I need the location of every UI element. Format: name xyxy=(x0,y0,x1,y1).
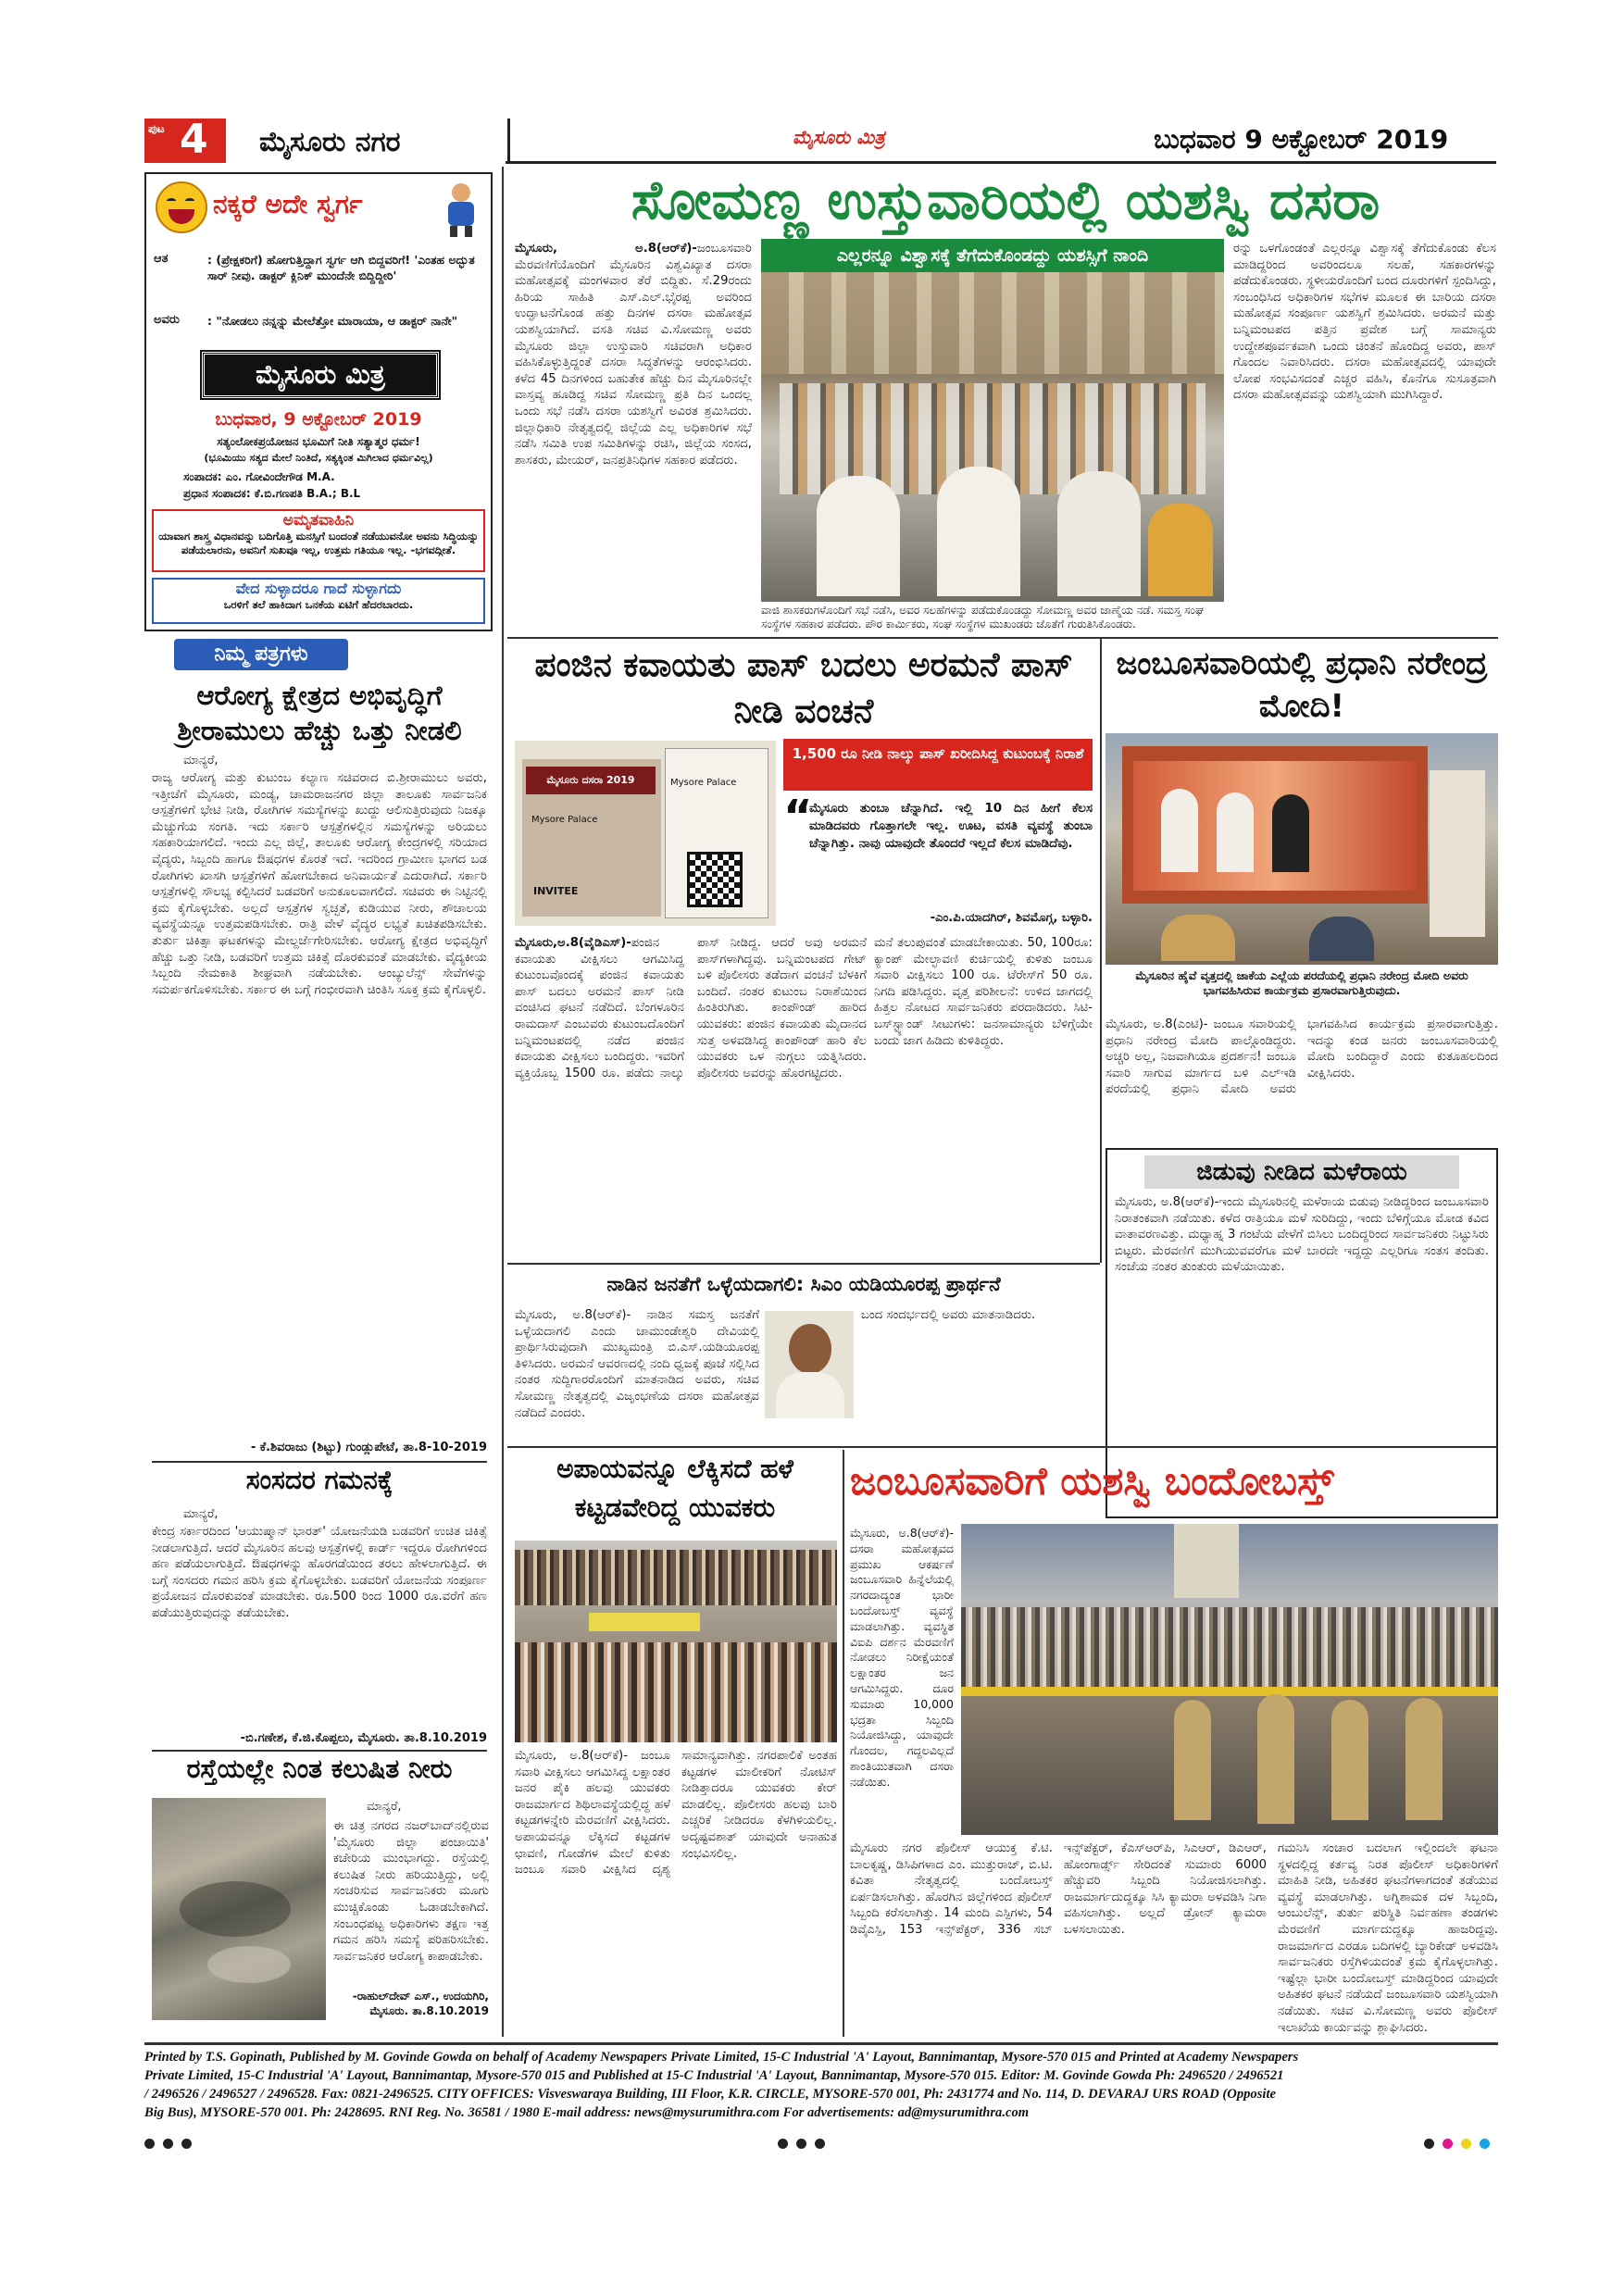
imprint-line-4: Big Bus), MYSORE-570 001. Ph: 2428695. RNI Reg. No. 36581 / 1980 E-mail address: news@mysurumithra.com For advertisements: ad@mysurumithra.com xyxy=(144,2105,1030,2120)
risk-headline: ಅಪಾಯವನ್ನೂ ಲೆಕ್ಕಿಸದೆ ಹಳೆ ಕಟ್ಟಡವೇರಿದ್ದ ಯುವಕರು xyxy=(556,1454,793,1523)
amruta-title: ಅಮೃತವಾಹಿನಿ xyxy=(282,511,355,530)
page-number: 4 xyxy=(180,116,208,163)
ticket1-invitee: INVITEE xyxy=(533,885,579,897)
pass-quote-byline: -ಎಂ.ಪಿ.ಯಾದಗಿರ್, ಶಿವಮೊಗ್ಗ, ಬಳ್ಳಾರಿ. xyxy=(930,911,1093,925)
veda-text: ಒರಳಿಗೆ ತಲೆ ಹಾಕಿದಾಗ ಒನಕೆಯ ಏಟಿಗೆ ಹೆದರಬಾರದು. xyxy=(223,598,414,611)
cm-portrait-photo xyxy=(765,1311,854,1418)
cm-body-2: ಬಂದ ಸಂದರ್ಭದಲ್ಲಿ ಅವರು ಮಾತನಾಡಿದರು. xyxy=(861,1308,1036,1322)
qr-code-icon xyxy=(687,852,743,907)
shop-sign xyxy=(589,1613,700,1631)
letter2-body: ಕೇಂದ್ರ ಸರ್ಕಾರದಿಂದ 'ಆಯುಷ್ಮಾನ್ ಭಾರತ್' ಯೋಜನೆಯಡಿ ಬಡವರಿಗೆ ಉಚಿತ ಚಿಕಿತ್ಸೆ ನೀಡಲಾಗುತ್ತಿದೆ. ಆದರೆ ಮೈಸೂರಿನ ಹಲವು ಆಸ್ಪತ್ರೆಗಳಲ್ಲಿ ಕಾರ್ಡ್ ಇದ್ದರೂ ರೋಗಿಗಳಿಂದ ಹಣ ಪಡೆಯಲಾಗುತ್ತಿದೆ. ಔಷಧಗಳನ್ನು ಹೊರಗಡೆಯಿಂದ ತರಲು ಹೇಳಲಾಗುತ್ತಿದೆ. ಈ ಬಗ್ಗೆ ಸಂಸದರು ಗಮನ ಹರಿಸಿ ಕ್ರಮ ಕೈಗೊಳ್ಳಬೇಕು. ಬಡವರಿಗೆ ಯೋಜನೆಯ ಸಂಪೂರ್ಣ ಪ್ರಯೋಜನ ದೊರಕುವಂತೆ ಮಾಡಬೇಕು. ರೂ.500 ರಿಂದ 1000 ರೂ.ವರೆಗೆ ಹಣ ಪಡೆಯುತ್ತಿರುವುದನ್ನು ತಡೆಯಬೇಕು. xyxy=(152,1525,487,1620)
amruta-text: ಯಾವಾಗ ಶಾಸ್ತ್ರ ವಿಧಾನವನ್ನು ಬದಿಗೊತ್ತಿ ಮನಸ್ಸಿಗೆ ಬಂದಂತೆ ನಡೆಯುವನೋ ಅವನು ಸಿದ್ಧಿಯನ್ನು ಪಡೆಯಲಾರನು, ಅವನಿಗೆ ಸುಖವೂ ಇಲ್ಲ, ಉತ್ತಮ ಗತಿಯೂ ಇಲ್ಲ. -ಭಗವದ್ಗೀತೆ. xyxy=(158,530,479,556)
motto-line-2: (ಭೂಮಿಯು ಸತ್ಯದ ಮೇಲೆ ನಿಂತಿದೆ, ಸತ್ಯಕ್ಕಿಂತ ಮಿಗಿಲಾದ ಧರ್ಮವಿಲ್ಲ) xyxy=(204,452,433,464)
joke-line-1: : (ಪ್ರೇಕ್ಷಕರಿಗೆ) ಹೋಗುತ್ತಿದ್ದಾಗ ಸ್ವರ್ಗ ಆಗಿ ಬಿದ್ದವರಿಗೆ! 'ಎಂತಹ ಅದ್ಭುತ ಸಾರ್ ನೀವು. ಡಾಕ್ಟರ್ ಕ್ಲಿನಿಕ್ ಮುಂದೆನೇ ಬಿದ್ದಿದ್ದೀರಿ' xyxy=(207,253,475,282)
cm-headline: ನಾಡಿನ ಜನತೆಗೆ ಒಳ್ಳೆಯದಾಗಲಿ: ಸಿಎಂ ಯಡಿಯೂರಪ್ಪ ಪ್ರಾರ್ಥನೆ xyxy=(606,1273,1001,1295)
letter3-body: ಈ ಚಿತ್ರ ನಗರದ ನಜರ್‌ಬಾದ್‌ನಲ್ಲಿರುವ 'ಮೈಸೂರು ಜಿಲ್ಲಾ ಪಂಚಾಯಿತಿ' ಕಚೇರಿಯ ಮುಂಭಾಗದ್ದು. ರಸ್ತೆಯಲ್ಲಿ ಕಲುಷಿತ ನೀರು ಹರಿಯುತ್ತಿದ್ದು, ಅಲ್ಲಿ ಸಂಚರಿಸುವ ಸಾರ್ವಜನಿಕರು ಮೂಗು ಮುಚ್ಚಿಕೊಂಡು ಓಡಾಡಬೇಕಾಗಿದೆ. ಸಂಬಂಧಪಟ್ಟ ಅಧಿಕಾರಿಗಳು ತಕ್ಷಣ ಇತ್ತ ಗಮನ ಹರಿಸಿ ಸಮಸ್ಯೆ ಪರಿಹರಿಸಬೇಕು. ಸಾರ್ವಜನಿಕರ ಆರೋಗ್ಯ ಕಾಪಾಡಬೇಕು. xyxy=(333,1819,489,1964)
reg-dot xyxy=(163,2139,173,2149)
security-body-right: ಗಮನಿಸಿ ಸಂಚಾರ ಬದಲಾಗ ಇಲ್ಲಿಂದಲೇ ಘಟನಾ ಸ್ಥಳದಲ್ಲಿದ್ದ ಕರ್ತವ್ಯ ನಿರತ ಪೊಲೀಸ್ ಅಧಿಕಾರಿಗಳಿಗೆ ಮಾಹಿತಿ ನೀಡಿ, ಅಹಿತಕರ ಘಟನೆಗಳಾಗದಂತೆ ತಡೆಯುವ ವ್ಯವಸ್ಥೆ ಮಾಡಲಾಗಿತ್ತು. ಅಗ್ನಿಶಾಮಕ ದಳ ಸಿಬ್ಬಂದಿ, ಆಂಬುಲೆನ್ಸ್, ತುರ್ತು ಪರಿಸ್ಥಿತಿ ನಿರ್ವಹಣಾ ತಂಡಗಳು ಮೆರವಣಿಗೆ ಮಾರ್ಗದುದ್ದಕ್ಕೂ ಹಾಜರಿದ್ದವು. ರಾಜಮಾರ್ಗದ ಎರಡೂ ಬದಿಗಳಲ್ಲಿ ಬ್ಯಾರಿಕೇಡ್ ಅಳವಡಿಸಿ ಸಾರ್ವಜನಿಕರು ರಸ್ತೆಗಿಳಿಯದಂತೆ ಕ್ರಮ ಕೈಗೊಳ್ಳಲಾಗಿತ್ತು. ಇಷ್ಟೆಲ್ಲಾ ಭಾರೀ ಬಂದೋಬಸ್ತ್ ಮಾಡಿದ್ದರಿಂದ ಯಾವುದೇ ಅಹಿತಕರ ಘಟನೆ ನಡೆಯದೆ ಜಂಬೂಸವಾರಿ ಯಶಸ್ವಿಯಾಗಿ ನಡೆಯಿತು. ಸಚಿವ ವಿ.ಸೋಮಣ್ಣ ಅವರು ಪೊಲೀಸ್ ಇಲಾಖೆಯ ಕಾರ್ಯವನ್ನು ಶ್ಲಾಘಿಸಿದರು. xyxy=(1278,1841,1498,2035)
pass-dateline: ಮೈಸೂರು,ಅ.8(ವೈಡಿಎಸ್)- xyxy=(515,936,631,950)
header-divider xyxy=(507,119,510,163)
veda-box xyxy=(152,578,485,624)
reg-dot xyxy=(181,2139,192,2149)
rain-body: ಮೈಸೂರು, ಅ.8(ಆರ್‌ಕೆ)-ಇಂದು ಮೈಸೂರಿನಲ್ಲಿ ಮಳೆರಾಯ ಬಿಡುವು ನೀಡಿದ್ದರಿಂದ ಜಂಬೂಸವಾರಿ ನಿರಾತಂಕವಾಗಿ ನಡೆಯಿತು. ಕಳೆದ ರಾತ್ರಿಯೂ ಮಳೆ ಸುರಿದಿದ್ದು, ಇಂದು ಬೆಳಿಗ್ಗೆಯೂ ಮೋಡ ಕವಿದ ವಾತಾವರಣವಿತ್ತು. ಮಧ್ಯಾಹ್ನ 3 ಗಂಟೆಯ ವೇಳೆಗೆ ಬಿಸಿಲು ಬಂದಿದ್ದರಿಂದ ಸಾರ್ವಜನಿಕರು ನಿಟ್ಟುಸಿರು ಬಿಟ್ಟರು. ಮೆರವಣಿಗೆ ಮುಗಿಯುವವರೆಗೂ ಮಳೆ ಬಾರದೇ ಇದ್ದದ್ದು ಎಲ್ಲರಿಗೂ ಸಂತಸ ತಂದಿತು. ಸಂಜೆಯ ನಂತರ ತುಂತುರು ಮಳೆಯಾಯಿತು. xyxy=(1115,1195,1489,1275)
modi-screen-photo xyxy=(1106,733,1498,965)
pass-body xyxy=(515,935,867,1254)
reg-dot xyxy=(1424,2139,1434,2149)
letter1-salute: ಮಾನ್ಯರೆ, xyxy=(183,754,219,767)
paper-name-banner xyxy=(202,352,439,398)
pass-red-box xyxy=(783,739,1093,791)
reg-dot-cyan xyxy=(1480,2139,1490,2149)
letter2-salute: ಮಾನ್ಯರೆ, xyxy=(183,1507,219,1521)
letters-section xyxy=(144,639,498,2037)
letter2-signature: -ಬಿ.ಗಣೇಶ, ಕೆ.ಜಿ.ಕೊಪ್ಪಲು, ಮೈಸೂರು. ತಾ.8.10.2019 xyxy=(240,1731,487,1745)
letter1-title: ಆರೋಗ್ಯ ಕ್ಷೇತ್ರದ ಅಭಿವೃದ್ಧಿಗೆ ಶ್ರೀರಾಮುಲು ಹೆಚ್ಚು ಒತ್ತು ನೀಡಲಿ xyxy=(177,680,462,746)
risk-column-rule xyxy=(843,1450,844,2037)
letter1-signature: - ಕೆ.ಶಿವರಾಜು (ಶಿಟ್ಟು) ಗುಂಡ್ಲುಪೇಟೆ, ತಾ.8-10-2019 xyxy=(250,1441,487,1454)
lead-dateline: ಮೈಸೂರು, ಅ.8(ಆರ್‌ಕೆ)- xyxy=(515,242,697,256)
editor-line: ಸಂಪಾದಕ: ಎಂ. ಗೋವಿಂದೇಗೌಡ M.A. xyxy=(183,470,335,483)
pass-headline: ಪಂಜಿನ ಕವಾಯತು ಪಾಸ್ ಬದಲು ಅರಮನೆ ಪಾಸ್ ನೀಡಿ ವಂಚನೆ xyxy=(534,646,1073,730)
veda-title: ವೇದ ಸುಳ್ಳಾದರೂ ಗಾದೆ ಸುಳ್ಳಾಗದು xyxy=(235,580,402,597)
letter3-salute: ಮಾನ್ಯರೆ, xyxy=(367,1800,402,1814)
letters-header-text: ನಿಮ್ಮ ಪತ್ರಗಳು xyxy=(214,643,308,666)
issue-date: ಬುಧವಾರ, 9 ಅಕ್ಟೋಬರ್ 2019 xyxy=(215,409,422,430)
motto-line-1: ಸತ್ಯಂಲೋಕಪ್ರಯೋಜನ ಭೂಮಿಗೆ ನೀತಿ ಸತ್ಯಾತ್ಮರ ಧರ್ಮ! xyxy=(217,435,420,448)
rain-headline-bar xyxy=(1144,1155,1459,1189)
modi-photo-caption: ಮೈಸೂರಿನ ಹೈವೆ ವೃತ್ತದಲ್ಲಿ ಜಾಕೆಯ ಎಲ್ಲೆಯ ಪರದೆಯಲ್ಲಿ ಪ್ರಧಾನಿ ನರೇಂದ್ರ ಮೋದಿ ಅವರು ಭಾಗವಹಿಸಿರುವ ಕಾರ್ಯಕ್ರಮ ಪ್ರಸಾರವಾಗುತ್ತಿರುವುದು. xyxy=(1106,968,1498,1013)
amruta-box xyxy=(152,509,485,572)
risk-body: ಮೈಸೂರು, ಅ.8(ಆರ್‌ಕೆ)- ಜಂಬೂ ಸವಾರಿ ವೀಕ್ಷಿಸಲು ಆಗಮಿಸಿದ್ದ ಲಕ್ಷಾಂತರ ಜನರ ಪೈಕಿ ಹಲವು ಯುವಕರು ರಾಜಮಾರ್ಗದ ಶಿಥಿಲಾವಸ್ಥೆಯಲ್ಲಿದ್ದ ಹಳೆ ಕಟ್ಟಡಗಳನ್ನೇರಿ ಮೆರವಣಿಗೆ ವೀಕ್ಷಿಸಿದರು. ಅಪಾಯವನ್ನೂ ಲೆಕ್ಕಿಸದೆ ಕಟ್ಟಡಗಳ ಛಾವಣಿ, ಗೋಡೆಗಳ ಮೇಲೆ ಕುಳಿತು ಜಂಬೂ ಸವಾರಿ ವೀಕ್ಷಿಸಿದ ದೃಶ್ಯ ಸಾಮಾನ್ಯವಾಗಿತ್ತು. ನಗರಪಾಲಿಕೆ ಅಂತಹ ಕಟ್ಟಡಗಳ ಮಾಲೀಕರಿಗೆ ನೋಟಿಸ್ ನೀಡಿತ್ತಾದರೂ ಯುವಕರು ಕೇರ್ ಮಾಡಲಿಲ್ಲ. ಪೊಲೀಸರು ಹಲವು ಬಾರಿ ಎಚ್ಚರಿಕೆ ನೀಡಿದರೂ ಕೆಳಗಿಳಿಯಲಿಲ್ಲ. ಅದೃಷ್ಟವಶಾತ್ ಯಾವುದೇ ಅನಾಹುತ ಸಂಭವಿಸಲಿಲ್ಲ. xyxy=(515,1749,837,1878)
header-date: ಬುಧವಾರ 9 ಅಕ್ಟೋಬರ್ 2019 xyxy=(1154,124,1449,155)
ticket1-header: ಮೈಸೂರು ದಸರಾ 2019 xyxy=(526,767,656,794)
security-headline: ಜಂಬೂಸವಾರಿಗೆ ಯಶಸ್ವಿ ಬಂದೋಬಸ್ತ್ xyxy=(850,1458,1334,1504)
pass-red-box-text: 1,500 ರೂ ನೀಡಿ ನಾಲ್ಕು ಪಾಸ್ ಖರೀದಿಸಿದ್ದ ಕುಟುಂಬಕ್ಕೆ ನಿರಾಶೆ xyxy=(792,745,1084,762)
masthead-logo: ಮೈಸೂರು ಮಿತ್ರ xyxy=(793,126,885,148)
letter2-title: ಸಂಸದರ ಗಮನಕ್ಕೆ xyxy=(245,1465,394,1495)
reg-dot xyxy=(815,2139,825,2149)
lead-body-left-text: ಜಂಬೂಸವಾರಿ ಮೆರವಣಿಗೆಯೊಂದಿಗೆ ಮೈಸೂರಿನ ವಿಶ್ವವಿಖ್ಯಾತ ದಸರಾ ಮಹೋತ್ಸವಕ್ಕೆ ಮಂಗಳವಾರ ತೆರೆ ಬಿದ್ದಿತು. ಸೆ.29ರಂದು ಹಿರಿಯ ಸಾಹಿತಿ ಎಸ್.ಎಲ್.ಭೈರಪ್ಪ ಅವರಿಂದ ಉದ್ಘಾಟನೆಗೊಂಡ ಹತ್ತು ದಿನಗಳ ದಸರಾ ಮಹೋತ್ಸವ ಯಶಸ್ವಿಯಾಗಿದೆ. ವಸತಿ ಸಚಿವ ವಿ.ಸೋಮಣ್ಣ ಅವರು ಮೈಸೂರು ಜಿಲ್ಲಾ ಉಸ್ತುವಾರಿ ಸಚಿವರಾಗಿ ಅಧಿಕಾರ ವಹಿಸಿಕೊಳ್ಳುತ್ತಿದ್ದಂತೆ ದಸರಾ ಸಿದ್ಧತೆಗಳನ್ನು ಆರಂಭಿಸಿದರು. ಕಳೆದ 45 ದಿನಗಳಿಂದ ಬಹುತೇಕ ಹೆಚ್ಚು ದಿನ ಮೈಸೂರಿನಲ್ಲೇ ವಾಸ್ತವ್ಯ ಹೂಡಿದ್ದ ಸಚಿವ ಸೋಮಣ್ಣ ಪ್ರತಿ ದಿನ ಒಂದಲ್ಲ ಒಂದು ಸಭೆ ನಡೆಸಿ ದಸರಾ ಯಶಸ್ವಿಗೆ ಅವಿರತ ಶ್ರಮಿಸಿದರು. ಜಿಲ್ಲಾಧಿಕಾರಿ ನೇತೃತ್ವದಲ್ಲಿ ಜಿಲ್ಲೆಯ ಎಲ್ಲ ಅಧಿಕಾರಿಗಳ ಸಭೆ ನಡೆಸಿ ಸಮಿತಿ ಉಪ ಸಮಿತಿಗಳನ್ನು ರಚಿಸಿ, ಜಿಲ್ಲೆಯ ಸಂಸದ, ಶಾಸಕರು, ಮೇಯರ್, ಜನಪ್ರತಿನಿಧಿಗಳ ಸಹಕಾರ ಪಡೆದರು. xyxy=(515,242,752,468)
quote-mark-icon: “ xyxy=(783,791,813,842)
letter3-signature: -ರಾಹುಲ್‌ದೇವ್ ಎಸ್., ಉದಯಗಿರಿ, ಮೈಸೂರು. ತಾ.8.10.2019 xyxy=(352,1990,489,2017)
cartoon-box xyxy=(144,172,493,631)
page-header xyxy=(144,116,1496,163)
letter-divider-2 xyxy=(152,1750,487,1752)
imprint-line-1: Printed by T.S. Gopinath, Published by M. Govinde Gowda on behalf of Academy Newspapers Private Limited, 15-C Industrial 'A' Layout, Bannimantap, Mysore-570 015 and Printed at Academy Newspapers xyxy=(144,2050,1299,2065)
imprint xyxy=(144,2048,1498,2122)
pass-tickets-photo xyxy=(515,741,776,926)
cartoon-figure-icon xyxy=(441,183,481,237)
meeting-photo xyxy=(761,272,1224,602)
reg-dot xyxy=(778,2139,788,2149)
pass-quote: ಮೈಸೂರು ತುಂಬಾ ಚೆನ್ನಾಗಿದೆ. ಇಲ್ಲಿ 10 ದಿನ ಹೀಗೆ ಕೆಲಸ ಮಾಡಿದವರು ಗೊತ್ತಾಗಲೇ ಇಲ್ಲ. ಊಟ, ವಸತಿ ವ್ಯವಸ್ಥೆ ತುಂಬಾ ಚೆನ್ನಾಗಿತ್ತು. ನಾವು ಯಾವುದೇ ತೊಂದರೆ ಇಲ್ಲದೆ ಕೆಲಸ ಮಾಡಿದೆವು. xyxy=(809,801,1093,851)
cm-top-rule xyxy=(507,1263,1100,1265)
lead-headline: ಸೋಮಣ್ಣ ಉಸ್ತುವಾರಿಯಲ್ಲಿ ಯಶಸ್ವಿ ದಸರಾ xyxy=(631,168,1380,231)
paper-name: ಮೈಸೂರು ಮಿತ್ರ xyxy=(256,359,385,390)
footer-rule xyxy=(144,2042,1498,2045)
left-column-rule xyxy=(502,167,504,2037)
dirty-water-photo xyxy=(152,1798,326,2020)
imprint-line-2: Private Limited, 15-C Industrial 'A' Layout, Bannimantap, Mysore-570 015 and Published at 15-C Industrial 'A' Layout, Bannimantap, Mysore-570 015. Editor: M. Govinde Gowda Ph: 2496520 / 2496521 xyxy=(144,2068,1284,2083)
reg-dot-yellow xyxy=(1461,2139,1471,2149)
crowd-building-photo xyxy=(515,1541,837,1742)
police-crowd-photo xyxy=(961,1524,1498,1835)
security-body-top: ಮೈಸೂರು, ಅ.8(ಆರ್‌ಕೆ)- ದಸರಾ ಮಹೋತ್ಸವದ ಪ್ರಮುಖ ಆಕರ್ಷಣೆ ಜಂಬೂಸವಾರಿ ಹಿನ್ನೆಲೆಯಲ್ಲಿ ನಗರದಾದ್ಯಂತ ಭಾರೀ ಬಂದೋಬಸ್ತ್ ವ್ಯವಸ್ಥೆ ಮಾಡಲಾಗಿತ್ತು. ವ್ಯವಸ್ಥಿತ ವಿಐಪಿ ದರ್ಶನ ಮೆರವಣಿಗೆ ನೋಡಲು ನಿರೀಕ್ಷೆಯಂತೆ ಲಕ್ಷಾಂತರ ಜನ ಆಗಮಿಸಿದ್ದರು. ದೂರ ಸುಮಾರು 10,000 ಭದ್ರತಾ ಸಿಬ್ಬಂದಿ ನಿಯೋಜಿಸಿದ್ದು, ಯಾವುದೇ ಗೊಂದಲ, ಗದ್ದಲವಿಲ್ಲದೆ ಶಾಂತಿಯುತವಾಗಿ ದಸರಾ ನಡೆಯಿತು. xyxy=(850,1526,954,1789)
reg-dot xyxy=(796,2139,806,2149)
joke-speaker-2: ಅವರು xyxy=(154,313,180,327)
cm-body: ಮೈಸೂರು, ಅ.8(ಆರ್‌ಕೆ)- ನಾಡಿನ ಸಮಸ್ತ ಜನತೆಗೆ ಒಳ್ಳೆಯದಾಗಲಿ ಎಂದು ಚಾಮುಂಡೇಶ್ವರಿ ದೇವಿಯಲ್ಲಿ ಪ್ರಾರ್ಥಿಸಿರುವುದಾಗಿ ಮುಖ್ಯಮಂತ್ರಿ ಬಿ.ಎಸ್.ಯಡಿಯೂರಪ್ಪ ತಿಳಿಸಿದರು. ಅರಮನೆ ಆವರಣದಲ್ಲಿ ನಂದಿ ಧ್ವಜಕ್ಕೆ ಪೂಜೆ ಸಲ್ಲಿಸಿದ ನಂತರ ಸುದ್ದಿಗಾರರೊಂದಿಗೆ ಮಾತನಾಡಿದ ಅವರು, ಸಚಿವ ಸೋಮಣ್ಣ ನೇತೃತ್ವದಲ್ಲಿ ವಿಜೃಂಭಣೆಯ ದಸರಾ ಮಹೋತ್ಸವ ನಡೆದಿದೆ ಎಂದರು. xyxy=(515,1308,759,1420)
pass-body-text: ಪಂಜಿನ ಕವಾಯತು ವೀಕ್ಷಿಸಲು ಆಗಮಿಸಿದ್ದ ಕುಟುಂಬವೊಂದಕ್ಕೆ ಪಂಜಿನ ಕವಾಯತು ಪಾಸ್ ಬದಲು ಅರಮನೆ ಪಾಸ್ ನೀಡಿ ವಂಚಿಸಿದ ಘಟನೆ ನಡೆದಿದೆ. ಬೆಂಗಳೂರಿನ ರಾಮದಾಸ್ ಎಂಬುವರು ಕುಟುಂಬದೊಂದಿಗೆ ಬನ್ನಿಮಂಟಪದಲ್ಲಿ ನಡೆದ ಪಂಜಿನ ಕವಾಯತು ವೀಕ್ಷಿಸಲು ಬಂದಿದ್ದರು. ಇವರಿಗೆ ವ್ಯಕ್ತಿಯೊಬ್ಬ 1500 ರೂ. ಪಡೆದು ನಾಲ್ಕು ಪಾಸ್ ನೀಡಿದ್ದ. ಆದರೆ ಅವು ಅರಮನೆ ಪಾಸ್‌ಗಳಾಗಿದ್ದವು. ಬನ್ನಿಮಂಟಪದ ಗೇಟ್ ಬಳಿ ಪೊಲೀಸರು ತಡೆದಾಗ ವಂಚನೆ ಬೆಳಕಿಗೆ ಬಂದಿದೆ. ನಂತರ ಕುಟುಂಬ ನಿರಾಶೆಯಿಂದ ಹಿಂತಿರುಗಿತು. ಕಾಂಪೌಂಡ್ ಹಾರಿದ ಯುವಕರು: ಪಂಜಿನ ಕವಾಯತು ಮೈದಾನದ ಸುತ್ತ ಅಳವಡಿಸಿದ್ದ ಕಾಂಪೌಂಡ್ ಹಾರಿ ಕೆಲ ಯುವಕರು ಒಳ ನುಗ್ಗಲು ಯತ್ನಿಸಿದರು. ಪೊಲೀಸರು ಅವರನ್ನು ಹೊರಗಟ್ಟಿದರು. xyxy=(515,936,867,1080)
lead-bottom-rule xyxy=(507,637,1498,639)
header-rule xyxy=(506,161,1496,164)
laughing-face-icon xyxy=(156,181,207,233)
chief-editor-line: ಪ್ರಧಾನ ಸಂಪಾದಕ: ಕೆ.ಬಿ.ಗಣಪತಿ B.A.; B.L xyxy=(183,487,361,500)
modi-headline: ಜಂಬೂಸವಾರಿಯಲ್ಲಿ ಪ್ರಧಾನಿ ನರೇಂದ್ರ ಮೋದಿ! xyxy=(1116,645,1488,725)
lead-photo-caption: ವಾಜಿ ಶಾಸಕರುಗಳೊಂದಿಗೆ ಸಭೆ ನಡೆಸಿ, ಅವರ ಸಲಹೆಗಳನ್ನು ಪಡೆದುಕೊಂಡದ್ದು ಸೋಮಣ್ಣ ಅವರ ಜಾಣ್ಮೆಯ ನಡೆ. ಸಮಸ್ತ ಸಂಘ ಸಂಸ್ಥೆಗಳ ಸಹಕಾರ ಪಡೆದರು. ಪೌರ ಕಾರ್ಮಿಕರು, ಸಂಘ ಸಂಸ್ಥೆಗಳ ಮುಖಂಡರು ಜೊತೆಗೆ ಗುರುತಿಸಿಕೊಂಡರು. xyxy=(761,604,1224,633)
ticket1-place: Mysore Palace xyxy=(531,815,598,825)
mid-column-rule xyxy=(1100,639,1102,1263)
security-body-bottom: ಮೈಸೂರು ನಗರ ಪೊಲೀಸ್ ಆಯುಕ್ತ ಕೆ.ಟಿ. ಬಾಲಕೃಷ್ಣ, ಡಿಸಿಪಿಗಳಾದ ಎಂ. ಮುತ್ತುರಾಜ್, ಬಿ.ಟಿ. ಕವಿತಾ ನೇತೃತ್ವದಲ್ಲಿ ಬಂದೋಬಸ್ತ್ ಏರ್ಪಡಿಸಲಾಗಿತ್ತು. ಹೊರಗಿನ ಜಿಲ್ಲೆಗಳಿಂದ ಪೊಲೀಸ್ ಸಿಬ್ಬಂದಿ ಕರೆಸಲಾಗಿತ್ತು. 14 ಮಂದಿ ಎಸ್ಪಿಗಳು, 54 ಡಿವೈಎಸ್ಪಿ, 153 ಇನ್ಸ್‌ಪೆಕ್ಟರ್, 336 ಸಬ್ ಇನ್ಸ್‌ಪೆಕ್ಟರ್, ಕೆಎಸ್‌ಆರ್‌ಪಿ, ಸಿಎಆರ್, ಡಿಎಆರ್, ಹೋಂಗಾರ್ಡ್ಸ್ ಸೇರಿದಂತೆ ಸುಮಾರು 6000 ಹೆಚ್ಚುವರಿ ಸಿಬ್ಬಂದಿ ನಿಯೋಜಿಸಲಾಗಿತ್ತು. ರಾಜಮಾರ್ಗದುದ್ದಕ್ಕೂ ಸಿಸಿ ಕ್ಯಾಮರಾ ಅಳವಡಿಸಿ ನಿಗಾ ವಹಿಸಲಾಗಿತ್ತು. ಅಲ್ಲದೆ ಡ್ರೋನ್ ಕ್ಯಾಮರಾ ಬಳಸಲಾಯಿತು. xyxy=(850,1841,1267,1937)
page-word: ಪುಟ xyxy=(148,122,165,135)
joke-speaker-1: ಆತ xyxy=(154,252,169,266)
reg-dot-magenta xyxy=(1443,2139,1453,2149)
lead-photo-banner xyxy=(761,239,1224,272)
rain-headline: ಜಿಡುವು ನೀಡಿದ ಮಳೆರಾಯ xyxy=(1196,1158,1407,1186)
letter1-body: ರಾಜ್ಯ ಆರೋಗ್ಯ ಮತ್ತು ಕುಟುಂಬ ಕಲ್ಯಾಣ ಸಚಿವರಾದ ಬಿ.ಶ್ರೀರಾಮುಲು ಅವರು, ಇತ್ತೀಚೆಗೆ ಮೈಸೂರು, ಮಂಡ್ಯ, ಚಾಮರಾಜನಗರ ಜಿಲ್ಲಾ ತಾಲೂಕು ಸಾರ್ವಜನಿಕ ಆಸ್ಪತ್ರೆಗಳಿಗೆ ಭೇಟಿ ನೀಡಿ, ರೋಗಿಗಳ ಸಮಸ್ಯೆಗಳನ್ನು ಖುದ್ದು ಆಲಿಸುತ್ತಿರುವುದು ನಿಜಕ್ಕೂ ಮೆಚ್ಚುಗೆಯ ಸಂಗತಿ. ಇದು ಸರ್ಕಾರಿ ಆಸ್ಪತ್ರೆಗಳಲ್ಲಿನ ಸಮಸ್ಯೆಗಳನ್ನು ಅರಿಯಲು ಸಹಕಾರಿಯಾಗಲಿದೆ. ಇಂದು ಎಲ್ಲ ಜಿಲ್ಲೆ, ತಾಲೂಕು ಆರೋಗ್ಯ ಕೇಂದ್ರಗಳಲ್ಲಿ ಸರಿಯಾದ ವೈದ್ಯರು, ಸಿಬ್ಬಂದಿ ಹಾಗೂ ಔಷಧಗಳ ಕೊರತೆ ಇದೆ. ಇದರಿಂದ ಗ್ರಾಮೀಣ ಭಾಗದ ಬಡ ರೋಗಿಗಳು ಖಾಸಗಿ ಆಸ್ಪತ್ರೆಗಳಿಗೆ ಹೋಗಬೇಕಾದ ಅನಿವಾರ್ಯತೆ ಎದುರಾಗಿದೆ. ಸರ್ಕಾರಿ ಆಸ್ಪತ್ರೆಗಳಲ್ಲಿ ಸೌಲಭ್ಯ ಕಲ್ಪಿಸಿದರೆ ಬಡವರಿಗೆ ಅನುಕೂಲವಾಗಲಿದೆ. ಸಚಿವರು ಈ ನಿಟ್ಟಿನಲ್ಲಿ ಕ್ರಮ ಕೈಗೊಳ್ಳಬೇಕು. ಅಲ್ಲದೆ ಆಸ್ಪತ್ರೆಗಳ ಸ್ವಚ್ಛತೆ, ಕುಡಿಯುವ ನೀರು, ಶೌಚಾಲಯ ವ್ಯವಸ್ಥೆಯನ್ನೂ ಉತ್ತಮಪಡಿಸಬೇಕು. ರಾತ್ರಿ ವೇಳೆ ವೈದ್ಯರ ಲಭ್ಯತೆ ಖಚಿತಪಡಿಸಬೇಕು. ತುರ್ತು ಚಿಕಿತ್ಸಾ ಘಟಕಗಳನ್ನು ಮೇಲ್ದರ್ಜೆಗೇರಿಸಬೇಕು. ಆರೋಗ್ಯ ಕ್ಷೇತ್ರದ ಅಭಿವೃದ್ಧಿಗೆ ಹೆಚ್ಚು ಒತ್ತು ನೀಡಿ, ಬಡವರಿಗೆ ಉತ್ತಮ ಚಿಕಿತ್ಸೆ ದೊರಕುವಂತೆ ಮಾಡಬೇಕು. ವೈದ್ಯಕೀಯ ಸಿಬ್ಬಂದಿ ನೇಮಕಾತಿ ಶೀಘ್ರವಾಗಿ ನಡೆಯಬೇಕು. ಆಂಬ್ಯುಲೆನ್ಸ್ ಸೇವೆಗಳನ್ನು ಸಮರ್ಪಕಗೊಳಿಸಬೇಕು. ಸರ್ಕಾರ ಈ ಬಗ್ಗೆ ಗಂಭೀರವಾಗಿ ಚಿಂತಿಸಿ ಸೂಕ್ತ ಕ್ರಮ ಕೈಗೊಳ್ಳಲಿ. xyxy=(152,771,487,997)
letters-header xyxy=(174,639,348,670)
letter3-title: ರಸ್ತೆಯಲ್ಲೇ ನಿಂತ ಕಲುಷಿತ ನೀರು xyxy=(186,1753,453,1784)
cartoon-title: ನಕ್ಕರೆ ಅದೇ ಸ್ವರ್ಗ xyxy=(213,189,363,219)
lead-body-right: ರನ್ನು ಒಳಗೊಂಡಂತೆ ಎಲ್ಲರನ್ನೂ ವಿಶ್ವಾಸಕ್ಕೆ ತೆಗೆದುಕೊಂಡು ಕೆಲಸ ಮಾಡಿದ್ದರಿಂದ ಅವರಿಂದಲೂ ಸಲಹೆ, ಸಹಕಾರಗಳನ್ನು ಪಡೆದುಕೊಂಡರು. ಸ್ಥಳೀಯರೊಂದಿಗೆ ಬಂದ ದೂರುಗಳಿಗೆ ಸ್ಪಂದಿಸಿದ್ದು, ಸಂಬಂಧಿಸಿದ ಅಧಿಕಾರಿಗಳ ಸಭೆಗಳ ಮೂಲಕ ಈ ಬಾರಿಯ ದಸರಾ ಮಹೋತ್ಸವ ಸಂಪೂರ್ಣ ಯಶಸ್ವಿಗೆ ಶ್ರಮಿಸಿದರು. ಅರಮನೆ ಮತ್ತು ಬನ್ನಿಮಂಟಪದ ಪತ್ತಿನ ಪ್ರವೇಶ ಬಗ್ಗೆ ಸಾಮಾನ್ಯರು ಉದ್ದೇಶಪೂರ್ವಕವಾಗಿ ಒಂದು ಚಿಂತನೆ ಹೊಂದಿದ್ದ ಅವರು, ಪಾಸ್ ಗೊಂದಲ ನಿವಾರಿಸಿದರು. ದಸರಾ ಮಹೋತ್ಸವದಲ್ಲಿ ಯಾವುದೇ ಲೋಪ ಸಂಭವಿಸದಂತೆ ಎಚ್ಚರ ವಹಿಸಿ, ಕೊನೆಗೂ ಸುಸೂತ್ರವಾಗಿ ದಸರಾ ಮಹೋತ್ಸವವನ್ನು ಯಶಸ್ವಿಯಾಗಿ ಮುಗಿಸಿದ್ದಾರೆ. xyxy=(1233,242,1496,403)
section-title: ಮೈಸೂರು ನಗರ xyxy=(259,126,401,158)
lead-photo-banner-text: ಎಲ್ಲರನ್ನೂ ವಿಶ್ವಾಸಕ್ಕೆ ತೆಗೆದುಕೊಂಡದ್ದು ಯಶಸ್ಸಿಗೆ ನಾಂದಿ xyxy=(836,245,1149,266)
lead-body-left xyxy=(515,241,752,628)
letter-divider-1 xyxy=(152,1461,487,1463)
ticket2-name: Mysore Palace xyxy=(670,778,737,788)
joke-line-2: : "ನೋಡಲು ನನ್ನನ್ನು ಮೇಲೆತ್ತೋ ಮಾರಾಯಾ, ಆ ಡಾಕ್ಟರ್ ನಾನೇ" xyxy=(207,314,458,328)
modi-body: ಮೈಸೂರು, ಅ.8(ಎಂಟಿ)- ಜಂಬೂ ಸವಾರಿಯಲ್ಲಿ ಪ್ರಧಾನಿ ನರೇಂದ್ರ ಮೋದಿ ಪಾಲ್ಗೊಂಡಿದ್ದರು. ಅಚ್ಚರಿ ಅಲ್ಲ, ನಿಜವಾಗಿಯೂ ಪ್ರದರ್ಶನ! ಜಂಬೂ ಸವಾರಿ ಸಾಗುವ ಮಾರ್ಗದ ಬಳಿ ಎಲ್‌ಇಡಿ ಪರದೆಯಲ್ಲಿ ಪ್ರಧಾನಿ ಮೋದಿ ಅವರು ಭಾಗವಹಿಸಿದ ಕಾರ್ಯಕ್ರಮ ಪ್ರಸಾರವಾಗುತ್ತಿತ್ತು. ಇದನ್ನು ಕಂಡ ಜನರು ಜಂಬೂಸವಾರಿಯಲ್ಲಿ ಮೋದಿ ಬಂದಿದ್ದಾರೆ ಎಂದು ಕುತೂಹಲದಿಂದ ವೀಕ್ಷಿಸಿದರು. xyxy=(1106,1017,1498,1097)
pass-body-2: ಮನೆ ತಲುಪುವಂತೆ ಮಾಡಬೇಕಾಯಿತು. 50, 100ರೂ: ಕ್ಯಾಂಪ್ ಮೇಲ್ಛಾವಣಿ ಕುರ್ಚಿಯಲ್ಲಿ ಕುಳಿತು ಜಂಬೂ ಸವಾರಿ ವೀಕ್ಷಿಸಲು 100 ರೂ. ಟೆರೇಸ್‌ಗೆ 50 ರೂ. ನಿಗದಿ ಪಡಿಸಿದ್ದರು. ವೃತ್ತ ಪರಿಶೀಲನೆ: ಉಳಿದ ಜಾಗದಲ್ಲಿ ಹಿತ್ತಲ ನೋಟದ ಸಾರ್ವಜನಿಕರು ಪರದಾಡಿದರು. ಸಿಟಿ-ಬಸ್‌ಸ್ಟ್ಯಾಂಡ್ ಸೀಟುಗಳು: ಜನಸಾಮಾನ್ಯರು ಬೆಳಿಗ್ಗೆಯೇ ಬಂದು ಜಾಗ ಹಿಡಿದು ಕುಳಿತಿದ್ದರು. xyxy=(874,936,1093,1048)
cm-bottom-rule xyxy=(507,1446,1498,1448)
imprint-line-3: / 2496526 / 2496527 / 2496528. Fax: 0821-2496525. CITY OFFICES: Visveswaraya Building, III Floor, K.R. CIRCLE, MYSORE-570 001, Ph: 2431774 and No. 114, D. DEVARAJ URS ROAD (Opposite xyxy=(144,2087,1276,2102)
reg-dot xyxy=(144,2139,155,2149)
